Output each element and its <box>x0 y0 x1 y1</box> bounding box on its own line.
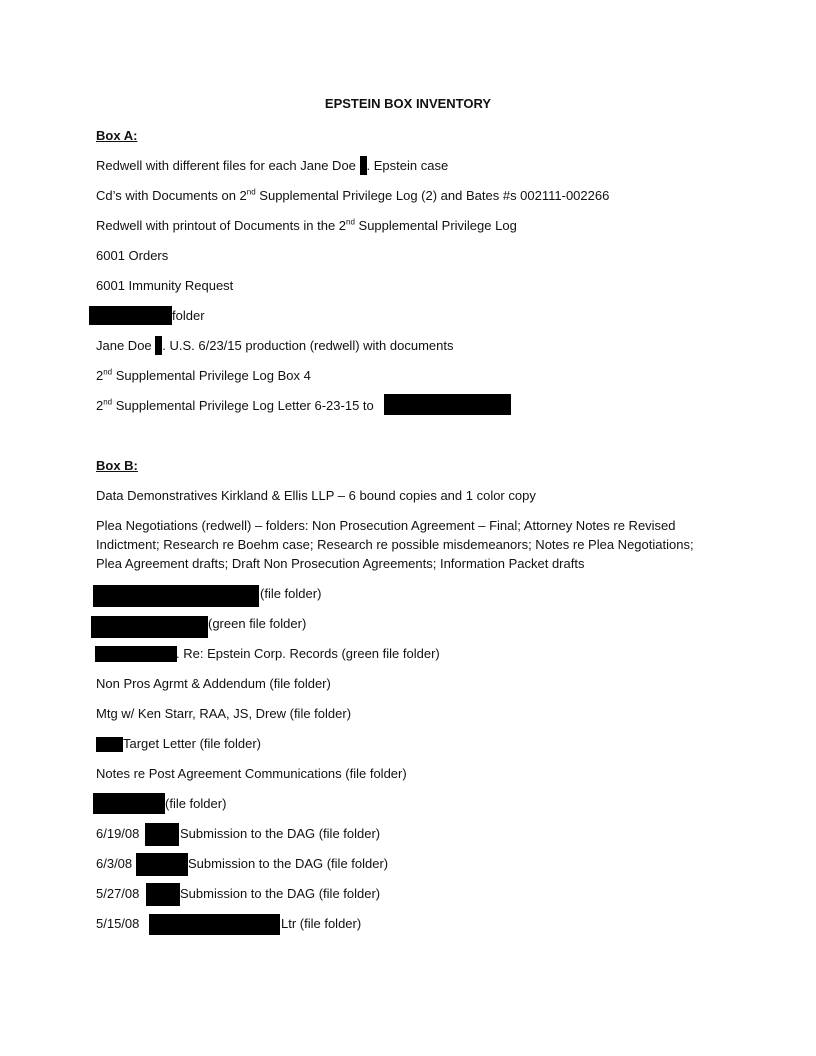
list-item: 5/15/08 <box>96 916 140 931</box>
item-text: Supplemental Privilege Log Box 4 <box>112 368 311 383</box>
item-text: Jane Doe <box>96 338 156 353</box>
list-item: Plea Negotiations (redwell) – folders: Non Prosecution Agreement – Final; Attorney Notes re Revised Indictment; Research re Boehm case; Research re possible misdemeanors; Notes re Plea Negotiations; Plea Agreement drafts; Draft Non Prosecution Agreements; Information Packet drafts <box>96 518 694 571</box>
list-item: Notes re Post Agreement Communications (file folder) <box>96 766 407 781</box>
item-text: 2 <box>96 368 104 383</box>
list-item: (file folder) <box>260 586 322 601</box>
redaction-box <box>91 616 208 638</box>
list-item: 6001 Orders <box>96 248 169 263</box>
item-text: Supplemental Privilege Log <box>354 218 517 233</box>
superscript: nd <box>346 217 355 227</box>
list-item <box>96 216 517 235</box>
list-item: 6/3/08 <box>96 856 133 871</box>
redaction-box <box>360 156 367 175</box>
item-text: 2 <box>96 398 104 413</box>
redaction-box <box>136 853 188 876</box>
superscript: nd <box>103 367 113 377</box>
redaction-box <box>93 585 259 607</box>
box-b-heading: Box B: <box>96 458 138 473</box>
item-text: Supplemental Privilege Log (2) and Bates #s 002111-002266 <box>255 188 610 203</box>
redaction-box <box>96 737 123 752</box>
list-item: Non Pros Agrmt & Addendum (file folder) <box>96 676 331 691</box>
redaction-box <box>146 883 180 906</box>
list-item <box>96 366 311 385</box>
list-item: . Re: Epstein Corp. Records (green file folder) <box>176 646 440 661</box>
list-item: Ltr (file folder) <box>281 916 362 931</box>
list-item: Submission to the DAG (file folder) <box>188 856 389 871</box>
item-text: Redwell with different files for each Jane Doe <box>96 158 360 173</box>
list-item <box>96 336 453 355</box>
superscript: nd <box>103 397 113 407</box>
list-item: 6/19/08 <box>96 826 140 841</box>
list-item: Submission to the DAG (file folder) <box>180 886 381 901</box>
list-item: 6001 Immunity Request <box>96 278 234 293</box>
list-item: 5/27/08 <box>96 886 140 901</box>
redaction-box <box>384 394 511 415</box>
redaction-box <box>89 306 172 325</box>
list-item: Data Demonstratives Kirkland & Ellis LLP – 6 bound copies and 1 color copy <box>96 488 536 503</box>
item-text: . Epstein case <box>366 158 449 173</box>
list-item <box>96 396 374 415</box>
box-a-heading: Box A: <box>96 128 138 143</box>
redaction-box <box>145 823 179 846</box>
redaction-box <box>149 914 280 935</box>
list-item: Target Letter (file folder) <box>123 736 262 751</box>
item-text: Redwell with printout of Documents in the 2 <box>96 218 347 233</box>
list-item <box>96 156 448 175</box>
item-text: Supplemental Privilege Log Letter 6-23-15 to <box>112 398 374 413</box>
list-item <box>96 186 609 205</box>
list-item: Mtg w/ Ken Starr, RAA, JS, Drew (file folder) <box>96 706 352 721</box>
superscript: nd <box>246 187 256 197</box>
document-title: EPSTEIN BOX INVENTORY <box>324 96 492 111</box>
list-item: (file folder) <box>165 796 227 811</box>
list-item: Submission to the DAG (file folder) <box>180 826 381 841</box>
redaction-box <box>95 646 177 662</box>
item-text: . U.S. 6/23/15 production (redwell) with documents <box>162 338 454 353</box>
list-item: (green file folder) <box>208 616 307 631</box>
item-text: Cd’s with Documents on 2 <box>96 188 247 203</box>
list-item: folder <box>172 308 205 323</box>
redaction-box <box>93 793 165 814</box>
